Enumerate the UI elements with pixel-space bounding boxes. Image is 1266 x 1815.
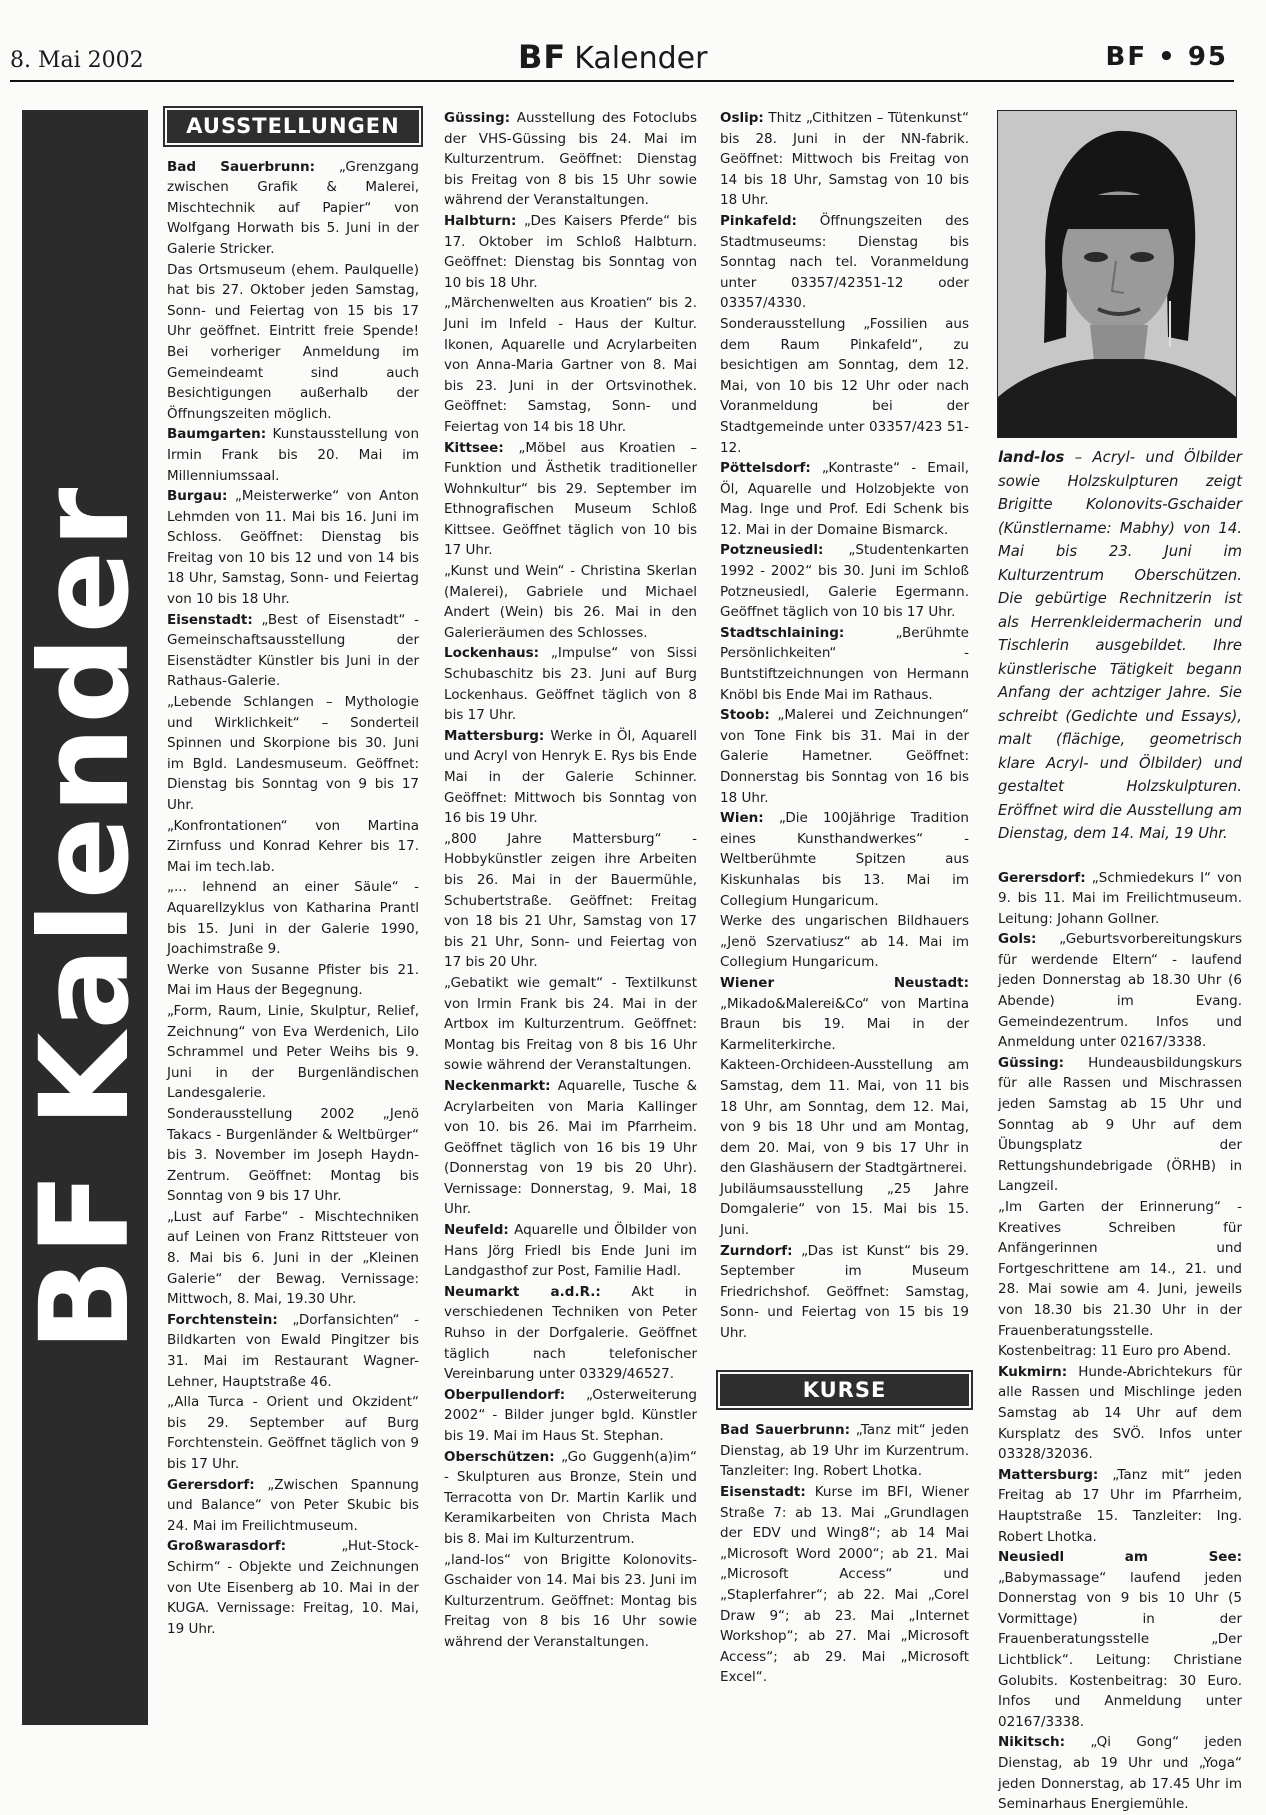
listing-place: Oberschützen: xyxy=(444,1448,555,1465)
listing-text: „... lehnend an einer Säule“ - Aquarellzyklus von Katharina Prantl bis 15. Juni in der Galerie 1990, Joachimstraße 9. xyxy=(167,879,419,958)
listing-place: Potzneusiedl: xyxy=(720,542,824,559)
listing-entry xyxy=(444,1282,697,1385)
listing-place: Eisenstadt: xyxy=(167,611,253,628)
listing-col3 xyxy=(720,108,969,1344)
section-heading-ausstellungen: AUSSTELLUNGEN xyxy=(167,110,419,143)
listing-text: „Gebatikt wie gemalt“ - Textilkunst von Irmin Frank bis 24. Mai in der Artbox im Kulturzentrum. Geöffnet: Montag bis Freitag von 8 bis 16 Uhr sowie während der Veranstaltungen. xyxy=(444,974,697,1074)
listing-text: „Geburtsvorbereitungskurs für werdende Eltern“ - laufend jeden Donnerstag ab 18.30 Uhr (6 Abende) im Evang. Gemeindezentrum. Infos und Anmeldung unter 02167/3338. xyxy=(998,931,1242,1051)
portrait-image xyxy=(998,111,1236,437)
listing-place: Pinkafeld: xyxy=(720,212,797,229)
side-banner xyxy=(14,110,156,1725)
listing-entry xyxy=(444,726,697,829)
photo-caption-lead: land-los xyxy=(998,449,1065,466)
listing-place: Forchtenstein: xyxy=(167,1311,278,1328)
listing-text: Öffnungszeiten des Stadtmuseums: Dienstag bis Sonntag nach tel. Voranmeldung unter 03357/42351-12 oder 03357/4330. xyxy=(720,212,969,312)
header-divider xyxy=(10,80,1234,82)
listing-entry xyxy=(720,911,969,973)
listing-place: Neumarkt a.d.R.: xyxy=(444,1283,601,1300)
listing-text: Ausstellung des Fotoclubs der VHS-Güssing bis 24. Mai im Kulturzentrum. Geöffnet: Dienstag bis Freitag von 8 bis 15 Uhr sowie während der Veranstaltungen. xyxy=(444,110,697,209)
listing-text: „Impulse“ von Sissi Schubaschitz bis 23. Juni auf Burg Lockenhaus. Geöffnet täglich von 8 bis 17 Uhr. xyxy=(444,645,697,724)
listing-entry xyxy=(167,260,419,425)
listing-entry xyxy=(167,1475,419,1537)
listing-entry xyxy=(998,1053,1242,1197)
listing-entry xyxy=(720,211,969,314)
listing-place: Stadtschlaining: xyxy=(720,624,845,641)
listing-entry xyxy=(444,973,697,1076)
listing-place: Gerersdorf: xyxy=(167,1476,255,1493)
listing-entry xyxy=(444,561,697,643)
column-1 xyxy=(167,110,419,1639)
listing-text: „Malerei und Zeichnungen“ von Tone Fink bis 31. Mai in der Galerie Hametner. Geöffnet: Donnerstag bis Sonntag von 16 bis 18 Uhr. xyxy=(720,707,969,806)
listing-place: Pöttelsdorf: xyxy=(720,460,811,477)
listing-entry xyxy=(444,1220,697,1282)
listing-text: „Zwischen Spannung und Balance“ von Peter Skubic bis 24. Mai im Freilichtmuseum. xyxy=(167,1476,419,1534)
side-banner-word: Kalender xyxy=(14,484,156,1127)
listing-place: Stoob: xyxy=(720,707,770,724)
listing-entry xyxy=(444,1550,697,1653)
listing-place: Güssing: xyxy=(444,110,511,126)
listing-text: „Im Garten der Erinnerung“ - Kreatives Schreiben für Anfängerinnen und Fortgeschrittene am 14., 21. und 28. Mai sowie am 4. Juni, jeweils von 18.30 bis 21.30 Uhr in der Frauenberatungsstelle. Kostenbeitrag: 11 Euro pro Abend. xyxy=(998,1199,1242,1360)
listing-entry xyxy=(167,1392,419,1474)
listing-col1 xyxy=(167,157,419,1640)
listing-text: Aquarelle und Ölbilder von Hans Jörg Friedl bis Ende Juni im Landgasthof zur Post, Familie Hadl. xyxy=(444,1222,697,1280)
listing-entry xyxy=(167,424,419,486)
listing-entry xyxy=(998,1197,1242,1362)
listing-place: Zurndorf: xyxy=(720,1242,793,1259)
listing-entry xyxy=(167,877,419,959)
listing-col2 xyxy=(444,108,697,1653)
listing-entry xyxy=(720,623,969,705)
side-banner-logo: BF xyxy=(14,1168,156,1351)
listing-place: Oslip: xyxy=(720,110,764,126)
listing-text: „Schmiedekurs I“ von 9. bis 11. Mai im Freilichtmuseum. Leitung: Johann Gollner. xyxy=(998,869,1242,927)
listing-entry xyxy=(444,108,697,211)
listing-entry xyxy=(167,692,419,816)
listing-entry xyxy=(998,1732,1242,1814)
listing-text: Aquarelle, Tusche & Acrylarbeiten von Maria Kallinger von 10. bis 26. Mai im Pfarrheim. Geöffnet täglich von 16 bis 19 Uhr (Donnerstag von 19 bis 20 Uhr). Vernissage: Donnerstag, 9. Mai, 18 Uhr. xyxy=(444,1077,697,1218)
listing-entry xyxy=(444,438,697,562)
listing-entry xyxy=(720,1420,969,1482)
listing-entry xyxy=(167,1536,419,1639)
listing-text: „Tanz mit“ jeden Dienstag, ab 19 Uhr im Kurzentrum. Tanzleiter: Ing. Robert Lhotka. xyxy=(720,1422,969,1480)
listing-text: Hundeausbildungskurs für alle Rassen und Mischrassen jeden Samstag ab 15 Uhr und Sonntag ab 9 Uhr auf dem Übungsplatz der Rettungshundebrigade (ÖRHB) in Langzeil. xyxy=(998,1054,1242,1195)
artist-photo xyxy=(997,110,1237,438)
listing-text: Sonderausstellung „Fossilien aus dem Raum Pinkafeld“, zu besichtigen am Sonntag, dem 12. Mai, von 10 bis 12 Uhr oder nach Voranmeldung bei der Stadtgemeinde unter 03357/423 51-12. xyxy=(720,315,969,456)
bf-logo: BF xyxy=(518,38,567,76)
listing-text: „Babymassage“ laufend jeden Donnerstag von 9 bis 10 Uhr (5 Vormittage) in der Frauenberatungsstelle „Der Lichtblick“. Leitung: Christiane Golubits. Kostenbeitrag: 30 Euro. Infos und Anmeldung unter 02167/3338. xyxy=(998,1569,1242,1730)
listing-entry xyxy=(720,458,969,540)
listing-text: „Meisterwerke“ von Anton Lehmden von 11. Mai bis 16. Juni im Schloss. Geöffnet: Dienstag bis Freitag von 10 bis 12 und von 14 bis 18 Uhr, Samstag, Sonn- und Feiertag von 10 bis 18 Uhr. xyxy=(167,488,419,608)
page-header xyxy=(0,0,1266,86)
page-number: BF • 95 xyxy=(1105,42,1228,72)
listing-entry xyxy=(167,816,419,878)
listing-entry xyxy=(720,705,969,808)
listing-text: Werke des ungarischen Bildhauers „Jenö Szervatiusz“ ab 14. Mai im Collegium Hungaricum. xyxy=(720,913,969,971)
listing-place: Bad Sauerbrunn: xyxy=(167,158,316,175)
listing-place: Burgau: xyxy=(167,488,228,505)
listing-text: „Möbel aus Kroatien – Funktion und Ästhetik traditioneller Wohnkultur“ bis 29. September im Ethnografischen Museum Schloß Kittsee. Geöffnet täglich von 10 bis 17 Uhr. xyxy=(444,439,697,559)
listing-entry xyxy=(167,1104,419,1207)
listing-text: „Konfrontationen“ von Martina Zirnfuss und Konrad Kehrer bis 17. Mai im tech.lab. xyxy=(167,817,419,875)
listing-text: Werke von Susanne Pfister bis 21. Mai im Haus der Begegnung. xyxy=(167,961,419,999)
listing-text: Das Ortsmuseum (ehem. Paulquelle) hat bis 27. Oktober jeden Samstag, Sonn- und Feiertag von 15 bis 17 Uhr geöffnet. Eintritt freie Spende! Bei vorheriger Anmeldung im Gemeindeamt sind auch Besichtigungen außerhalb der Öffnungszeiten möglich. xyxy=(167,261,419,422)
listing-entry xyxy=(167,157,419,260)
listing-text: „Best of Eisenstadt“ - Gemeinschaftsausstellung der Eisenstädter Künstler bis Juni in der Rathaus-Galerie. xyxy=(167,611,419,690)
listing-place: Wiener Neustadt: xyxy=(720,974,969,991)
listing-text: „Märchenwelten aus Kroatien“ bis 2. Juni im Infeld - Haus der Kultur. Ikonen, Aquarelle und Acrylarbeiten von Anna-Maria Gartner von 8. Mai bis 23. Juni in der Ortsvinothek. Geöffnet: Samstag, Sonn- und Feiertag von 14 bis 18 Uhr. xyxy=(444,295,697,435)
section-title-text: Kalender xyxy=(574,41,708,76)
listing-entry xyxy=(167,1001,419,1104)
listing-entry xyxy=(444,1076,697,1220)
listing-place: Kittsee: xyxy=(444,439,504,456)
photo-caption xyxy=(998,446,1242,846)
listing-entry xyxy=(167,1310,419,1392)
listing-text: „Tanz mit“ jeden Freitag ab 17 Uhr im Pfarrheim, Hauptstraße 15. Tanzleiter: Ing. Robert Lhotka. xyxy=(998,1466,1242,1545)
listing-entry xyxy=(998,1547,1242,1732)
listing-entry xyxy=(998,868,1242,930)
listing-place: Eisenstadt: xyxy=(720,1484,806,1500)
listing-place: Güssing: xyxy=(998,1054,1065,1071)
listing-text: Sonderausstellung 2002 „Jenö Takacs - Burgenländer & Weltbürger“ bis 3. November im Joseph Haydn-Zentrum. Geöffnet: Montag bis Sonntag von 9 bis 17 Uhr. xyxy=(167,1105,419,1205)
listing-entry xyxy=(720,540,969,622)
column-2 xyxy=(444,108,697,1653)
listing-entry xyxy=(998,1465,1242,1547)
listing-entry xyxy=(720,973,969,1055)
listing-entry xyxy=(720,314,969,458)
listing-col3-kurse xyxy=(720,1420,969,1688)
listing-entry xyxy=(720,808,969,911)
listing-text: Kakteen-Orchideen-Ausstellung am Samstag, dem 11. Mai, von 11 bis 18 Uhr, am Sonntag, dem 12. Mai, von 9 bis 18 Uhr und am Montag, dem 20. Mai, von 9 bis 17 Uhr in den Glashäusern der Stadtgärtnerei. xyxy=(720,1057,969,1177)
listing-text: „Dorfansichten“ - Bildkarten von Ewald Pingitzer bis 31. Mai im Restaurant Wagner-Lehner, Hauptstraße 46. xyxy=(167,1311,419,1390)
listing-place: Kukmirn: xyxy=(998,1363,1068,1380)
listing-text: „Das ist Kunst“ bis 29. September im Museum Friedrichshof. Geöffnet: Samstag, Sonn- und Feiertag von 15 bis 19 Uhr. xyxy=(720,1242,969,1342)
listing-text: „Go Guggenh(a)im“ - Skulpturen aus Bronze, Stein und Terracotta von Dr. Martin Karlik und Keramikarbeiten von Christa Mach bis 8. Mai im Kulturzentrum. xyxy=(444,1448,697,1547)
listing-entry xyxy=(998,929,1242,1053)
listing-text: „Alla Turca - Orient und Okzident“ bis 29. September auf Burg Forchtenstein. Geöffnet täglich von 9 bis 17 Uhr. xyxy=(167,1394,419,1472)
listing-entry xyxy=(167,486,419,610)
listing-text: „Grenzgang zwischen Grafik & Malerei, Mischtechnik auf Papier“ von Wolfgang Horwath bis 5. Juni in der Galerie Stricker. xyxy=(167,158,420,257)
listing-entry xyxy=(444,211,697,293)
listing-place: Neufeld: xyxy=(444,1222,509,1239)
section-heading-kurse: KURSE xyxy=(720,1374,969,1407)
listing-text: „land-los“ von Brigitte Kolonovits-Gschaider von 14. Mai bis 23. Juni im Kulturzentrum. Geöffnet: Montag bis Freitag von 8 bis 16 Uhr sowie während der Veranstaltungen. xyxy=(444,1551,697,1650)
column-3 xyxy=(720,108,969,1688)
listing-text: Werke in Öl, Aquarell und Acryl von Henryk E. Rys bis Ende Mai in der Galerie Schinner. Geöffnet: Mittwoch bis Sonntag von 16 bis 19 Uhr. xyxy=(444,727,697,827)
listing-entry xyxy=(720,1055,969,1179)
listing-place: Lockenhaus: xyxy=(444,645,540,662)
listing-entry xyxy=(444,829,697,973)
side-banner-text xyxy=(14,484,156,1351)
listing-text: „Berühmte Persönlichkeiten“ - Buntstiftzeichnungen von Hermann Knöbl bis Ende Mai im Rathaus. xyxy=(720,624,969,703)
listing-text: „Lust auf Farbe“ - Mischtechniken auf Leinen von Franz Rittsteuer von 8. Mai bis 6. Juni in der „Kleinen Galerie“ der Bewag. Vernissage: Mittwoch, 8. Mai, 19.30 Uhr. xyxy=(167,1208,419,1308)
listing-place: Gols: xyxy=(998,931,1037,948)
listing-place: Nikitsch: xyxy=(998,1734,1066,1751)
listing-text: „Studentenkarten 1992 - 2002“ bis 30. Juni im Schloß Potzneusiedl, Galerie Egermann. Geöffnet täglich von 10 bis 17 Uhr. xyxy=(720,542,969,621)
listing-text: Thitz „Cithitzen – Tütenkunst“ bis 28. Juni in der NN-fabrik. Geöffnet: Mittwoch bis Freitag von 14 bis 18 Uhr, Samstag von 10 bis 18 Uhr. xyxy=(720,110,969,209)
listing-place: Bad Sauerbrunn: xyxy=(720,1422,851,1439)
listing-place: Oberpullendorf: xyxy=(444,1386,566,1403)
issue-date: 8. Mai 2002 xyxy=(10,48,144,73)
listing-place: Halbturn: xyxy=(444,212,517,229)
listing-entry xyxy=(720,1179,969,1241)
column-4 xyxy=(998,446,1242,1815)
listing-place: Baumgarten: xyxy=(167,426,267,443)
listing-text: „800 Jahre Mattersburg“ - Hobbykünstler zeigen ihre Arbeiten bis 26. Mai in der Bauermühle, Schubertstraße. Geöffnet: Freitag von 18 bis 21 Uhr, Samstag von 17 bis 21 Uhr, Sonn- und Feiertag von 17 bis 20 Uhr. xyxy=(444,830,697,971)
listing-entry xyxy=(444,643,697,725)
listing-text: Kurse im BFI, Wiener Straße 7: ab 13. Mai „Grundlagen der EDV und Wing8“; ab 14 Mai „Microsoft Word 2000“; ab 21. Mai „Microsoft Access“ und „Staplerfahrer“; ab 22. Mai „Corel Draw 9“; ab 23. Mai „Internet Workshop“; ab 27. Mai „Microsoft Access“; ab 29. Mai „Microsoft Excel“. xyxy=(720,1484,969,1686)
listing-entry xyxy=(444,1385,697,1447)
listing-entry xyxy=(720,1482,969,1688)
listing-place: Mattersburg: xyxy=(998,1466,1099,1483)
listing-place: Gerersdorf: xyxy=(998,869,1086,886)
listing-place: Wien: xyxy=(720,810,764,827)
listing-text: „Form, Raum, Linie, Skulptur, Relief, Zeichnung“ von Eva Werdenich, Lilo Schrammel und Peter Weihs bis 9. Juni in der Burgenländischen Landesgalerie. xyxy=(167,1002,419,1102)
listing-entry xyxy=(444,293,697,437)
listing-text: „Hut-Stock-Schirm“ - Objekte und Zeichnungen von Ute Eisenberg ab 10. Mai in der KUGA. Vernissage: Freitag, 10. Mai, 19 Uhr. xyxy=(167,1538,419,1637)
listing-text: Akt in verschiedenen Techniken von Peter Ruhso in der Dorfgalerie. Geöffnet täglich nach telefonischer Vereinbarung unter 03329/46527. xyxy=(444,1283,697,1383)
listing-col4 xyxy=(998,868,1242,1815)
listing-text: Hunde-Abrichtekurs für alle Rassen und Mischlinge jeden Samstag ab 14 Uhr auf dem Kursplatz des SVÖ. Infos unter 03328/32036. xyxy=(998,1363,1242,1463)
listing-text: „Kontraste“ - Email, Öl, Aquarelle und Holzobjekte von Mag. Inge und Prof. Edi Schenk bis 12. Mai in der Domaine Bismarck. xyxy=(720,460,969,538)
listing-place: Großwarasdorf: xyxy=(167,1538,286,1555)
listing-entry xyxy=(720,1241,969,1344)
listing-place: Neusiedl am See: xyxy=(998,1549,1242,1566)
listing-place: Neckenmarkt: xyxy=(444,1077,551,1094)
listing-place: Mattersburg: xyxy=(444,727,545,744)
listing-text: „Qi Gong“ jeden Dienstag, ab 19 Uhr und „Yoga“ jeden Donnerstag, ab 17.45 Uhr im Seminarhaus Energiemühle. xyxy=(998,1734,1242,1813)
photo-caption-text: – Acryl- und Ölbilder sowie Holzskulpturen zeigt Brigitte Kolonovits-Gschaider (Künstlername: Mabhy) von 14. Mai bis 23. Juni im Kulturzentrum Oberschützen. Die gebürtige Rechnitzerin ist als Herrenkleidermacherin und Tischlerin ausgebildet. Ihre künstlerische Tätigkeit begann Anfang der achtziger Jahre. Sie schreibt (Gedichte und Essays), malt (flächige, geometrisch klare Acryl- und Ölbilder) und gestaltet Holzskulpturen. Eröffnet wird die Ausstellung am Dienstag, dem 14. Mai, 19 Uhr. xyxy=(998,449,1242,842)
listing-text: „Kunst und Wein“ - Christina Skerlan (Malerei), Gabriele und Michael Andert (Wein) bis 26. Mai in den Galerieräumen des Schlosses. xyxy=(444,563,697,641)
listing-text: „Osterweiterung 2002“ - Bilder junger bgld. Künstler bis 19. Mai im Haus St. Stephan. xyxy=(444,1386,697,1444)
section-title xyxy=(518,38,707,76)
listing-text: „Mikado&Malerei&Co“ von Martina Braun bis 19. Mai in der Karmeliterkirche. xyxy=(720,995,969,1053)
listing-entry xyxy=(998,1362,1242,1465)
listing-entry xyxy=(167,960,419,1001)
listing-text: Kunstausstellung von Irmin Frank bis 20. Mai im Millenniumssaal. xyxy=(167,426,419,484)
listing-text: Jubiläumsausstellung „25 Jahre Domgalerie“ von 15. Mai bis 15. Juni. xyxy=(720,1180,969,1239)
listing-text: „Die 100jährige Tradition eines Kunsthandwerkes“ - Weltberühmte Spitzen aus Kiskunhalas bis 13. Mai im Collegium Hungaricum. xyxy=(720,810,969,909)
listing-entry xyxy=(167,1207,419,1310)
listing-text: „Des Kaisers Pferde“ bis 17. Oktober im Schloß Halbturn. Geöffnet: Dienstag bis Sonntag von 10 bis 18 Uhr. xyxy=(444,212,697,291)
listing-entry xyxy=(720,108,969,211)
listing-entry xyxy=(444,1447,697,1550)
listing-text: „Lebende Schlangen – Mythologie und Wirklichkeit“ – Sonderteil Spinnen und Skorpione bis 30. Juni im Bgld. Landesmuseum. Geöffnet: Dienstag bis Sonntag von 9 bis 17 Uhr. xyxy=(167,694,419,813)
listing-entry xyxy=(167,610,419,692)
